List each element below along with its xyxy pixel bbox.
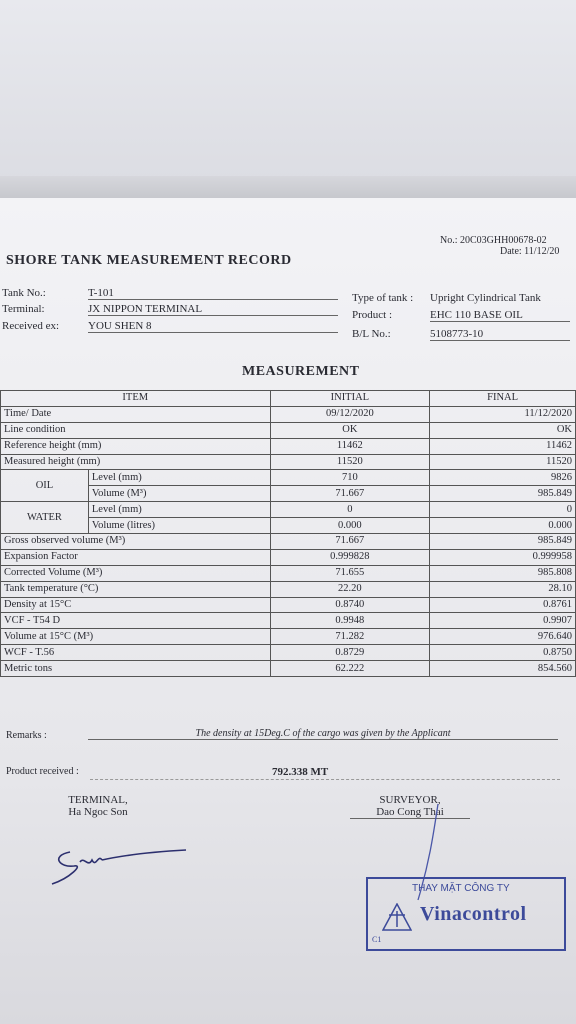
tank-no-value: T-101 (88, 287, 338, 300)
row-item: Measured height (mm) (1, 454, 271, 470)
oil-group-label: OIL (1, 470, 89, 502)
row-final: 11/12/2020 (430, 406, 576, 422)
row-initial: 11520 (270, 454, 430, 470)
product-received-value: 792.338 MT (272, 766, 329, 778)
row-initial: 11462 (270, 438, 430, 454)
record-number: No.: 20C03GHH00678-02 (440, 235, 547, 246)
row-final: 0.9907 (430, 613, 576, 629)
row-initial: 0.9948 (270, 613, 430, 629)
table-row (1, 645, 576, 661)
row-final: 11520 (430, 454, 576, 470)
remarks-label: Remarks : (6, 730, 47, 741)
row-initial: 22.20 (270, 581, 430, 597)
stamp-code: C1 (372, 935, 382, 944)
table-row (1, 470, 576, 486)
row-final: 0 (430, 502, 576, 518)
row-final: 0.999958 (430, 549, 576, 565)
bl-label: B/L No.: (352, 328, 391, 340)
table-row (1, 422, 576, 438)
row-item: Expansion Factor (1, 549, 271, 565)
row-item: Volume (litres) (88, 518, 270, 534)
row-final: 976.640 (430, 629, 576, 645)
surveyor-title: SURVEYOR, (379, 794, 441, 806)
table-header-row (1, 391, 576, 407)
row-final: 0.000 (430, 518, 576, 534)
row-initial: OK (270, 422, 430, 438)
scale-logo-icon (382, 903, 412, 931)
row-item: VCF - T54 D (1, 613, 271, 629)
row-initial: 71.282 (270, 629, 430, 645)
row-initial: 0.8740 (270, 597, 430, 613)
row-final: OK (430, 422, 576, 438)
divider (90, 779, 560, 780)
row-item: Time/ Date (1, 406, 271, 422)
product-value: EHC 110 BASE OIL (430, 309, 570, 322)
remarks-text: The density at 15Deg.C of the cargo was given by the Applicant (88, 728, 558, 740)
table-row (1, 661, 576, 677)
row-item: Tank temperature (°C) (1, 581, 271, 597)
row-final: 11462 (430, 438, 576, 454)
row-final: 985.849 (430, 534, 576, 550)
row-final: 985.849 (430, 486, 576, 502)
row-final: 854.560 (430, 661, 576, 677)
record-date: Date: 11/12/20 (500, 246, 560, 257)
bl-value: 5108773-10 (430, 328, 570, 341)
row-item: Metric tons (1, 661, 271, 677)
row-initial: 710 (270, 470, 430, 486)
received-label: Received ex: (2, 320, 60, 332)
row-item: WCF - T.56 (1, 645, 271, 661)
row-item: Gross observed volume (M³) (1, 534, 271, 550)
row-item: Level (mm) (88, 502, 270, 518)
table-row (1, 534, 576, 550)
row-initial: 09/12/2020 (270, 406, 430, 422)
row-initial: 0.000 (270, 518, 430, 534)
table-row (1, 565, 576, 581)
row-initial: 71.667 (270, 534, 430, 550)
col-initial-header: INITIAL (270, 391, 430, 407)
row-final: 985.808 (430, 565, 576, 581)
surveyor-signer: Dao Cong Thai (350, 806, 470, 819)
document-title: SHORE TANK MEASUREMENT RECORD (6, 253, 292, 268)
terminal-title: TERMINAL, (68, 794, 128, 806)
product-label: Product : (352, 309, 393, 321)
row-item: Corrected Volume (M³) (1, 565, 271, 581)
tank-no-label: Tank No.: (2, 287, 46, 299)
company-stamp (366, 877, 566, 951)
col-final-header: FINAL (430, 391, 576, 407)
terminal-signature-icon (40, 838, 190, 898)
stamp-line1: THAY MẶT CÔNG TY (412, 883, 510, 894)
row-initial: 0.999828 (270, 549, 430, 565)
table-row (1, 454, 576, 470)
row-item: Reference height (mm) (1, 438, 271, 454)
row-initial: 62.222 (270, 661, 430, 677)
table-row (1, 438, 576, 454)
water-group-label: WATER (1, 502, 89, 534)
col-item-header: ITEM (1, 391, 271, 407)
row-initial: 71.667 (270, 486, 430, 502)
row-item: Density at 15°C (1, 597, 271, 613)
table-row (1, 502, 576, 518)
table-row (1, 613, 576, 629)
row-final: 9826 (430, 470, 576, 486)
tank-type-value: Upright Cylindrical Tank (430, 292, 541, 304)
row-final: 0.8750 (430, 645, 576, 661)
table-row (1, 406, 576, 422)
terminal-signer: Ha Ngoc Son (68, 806, 128, 818)
terminal-signature-block (58, 794, 138, 818)
table-row (1, 629, 576, 645)
measurement-table (0, 390, 576, 677)
table-row (1, 597, 576, 613)
row-item: Volume (M³) (88, 486, 270, 502)
tank-type-label: Type of tank : (352, 292, 414, 304)
row-item: Volume at 15°C (M³) (1, 629, 271, 645)
table-row (1, 581, 576, 597)
stamp-brand: Vinacontrol (420, 903, 527, 925)
row-initial: 0 (270, 502, 430, 518)
row-item: Line condition (1, 422, 271, 438)
row-final: 0.8761 (430, 597, 576, 613)
received-value: YOU SHEN 8 (88, 320, 338, 333)
terminal-label: Terminal: (2, 303, 45, 315)
product-received-label: Product received : (6, 766, 79, 777)
table-row (1, 549, 576, 565)
row-item: Level (mm) (88, 470, 270, 486)
measurement-title: MEASUREMENT (242, 364, 360, 379)
row-initial: 0.8729 (270, 645, 430, 661)
row-final: 28.10 (430, 581, 576, 597)
terminal-value: JX NIPPON TERMINAL (88, 303, 338, 316)
row-initial: 71.655 (270, 565, 430, 581)
